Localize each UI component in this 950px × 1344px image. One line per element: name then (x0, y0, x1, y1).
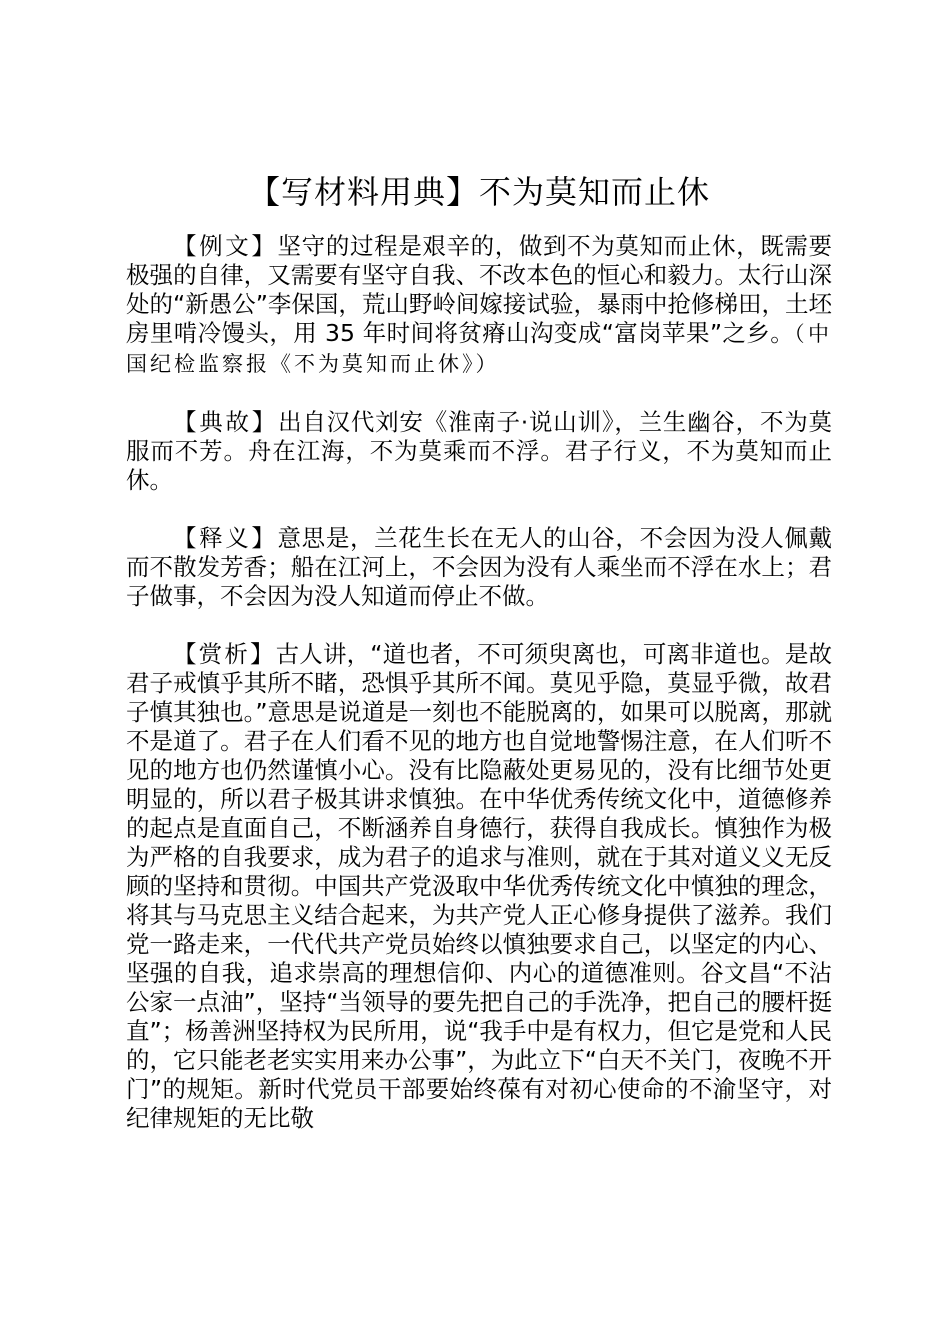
allusion-text: 出自汉代刘安《淮南子·说山训》，兰生幽谷，不为莫服而不芳。舟在江海，不为莫乘而不浮。君子行义，不为莫知而止休。 (126, 408, 832, 494)
page-title: 【写材料用典】不为莫知而止休 (247, 173, 710, 211)
allusion-tag: 【典故】 (173, 408, 279, 436)
meaning-tag: 【释义】 (173, 524, 278, 552)
meaning-text: 意思是，兰花生长在无人的山谷，不会因为没人佩戴而不散发芳香；船在江河上，不会因为没有人乘坐而不浮在水上；君子做事，不会因为没人知道而停止不做。 (126, 524, 833, 610)
appreciation-tag: 【赏析】 (173, 640, 276, 668)
example-paragraph (126, 232, 832, 379)
allusion-paragraph (126, 408, 832, 495)
document-page (126, 170, 832, 1162)
appreciation-text: 古人讲，“道也者，不可须臾离也，可离非道也。是故君子戒慎乎其所不睹，恐惧乎其所不闻。莫见乎隐，莫显乎微，故君子慎其独也。”意思是说道是一刻也不能脱离的，如果可以脱离，那就不是道了。君子在人们看不见的地方也自觉地警惕注意，在人们听不见的地方也仍然谨慎小心。没有比隐蔽处更易见的，没有比细节处更明显的，所以君子极其讲求慎独。在中华优秀传统文化中，道德修养的起点是直面自己，不断涵养自身德行，获得自我成长。慎独作为极为严格的自我要求，成为君子的追求与准则，就在于其对道义义无反顾的坚持和贯彻。中国共产党汲取中华优秀传统文化中慎独的理念，将其与马克思主义结合起来，为共产党人正心修身提供了滋养。我们党一路走来，一代代共产党员始终以慎独要求自己，以坚定的内心、坚强的自我，追求崇高的理想信仰、内心的道德准则。谷文昌“不沾公家一点油”，坚持“当领导的要先把自己的手洗净，把自己的腰杆挺直”；杨善洲坚持权为民所用，说“我手中是有权力，但它是党和人民的，它只能老老实实用来办公事”，为此立下“白天不关门，夜晚不开门”的规矩。新时代党员干部要始终葆有对初心使命的不渝坚守，对纪律规矩的无比敬 (126, 640, 832, 1132)
example-source: （中国纪检监察报《不为莫知而止休》） (126, 322, 833, 376)
meaning-paragraph (126, 524, 832, 611)
example-tag: 【例文】 (173, 232, 278, 260)
example-text: 坚守的过程是艰辛的，做到不为莫知而止休，既需要极强的自律，又需要有坚守自我、不改本色的恒心和毅力。太行山深处的“新愚公”李保国，荒山野岭间嫁接试验，暴雨中抢修梯田，土坯房里啃冷馒头，用 35 年时间将贫瘠山沟变成“富岗苹果”之乡。 (126, 232, 833, 347)
appreciation-paragraph (126, 640, 832, 1133)
